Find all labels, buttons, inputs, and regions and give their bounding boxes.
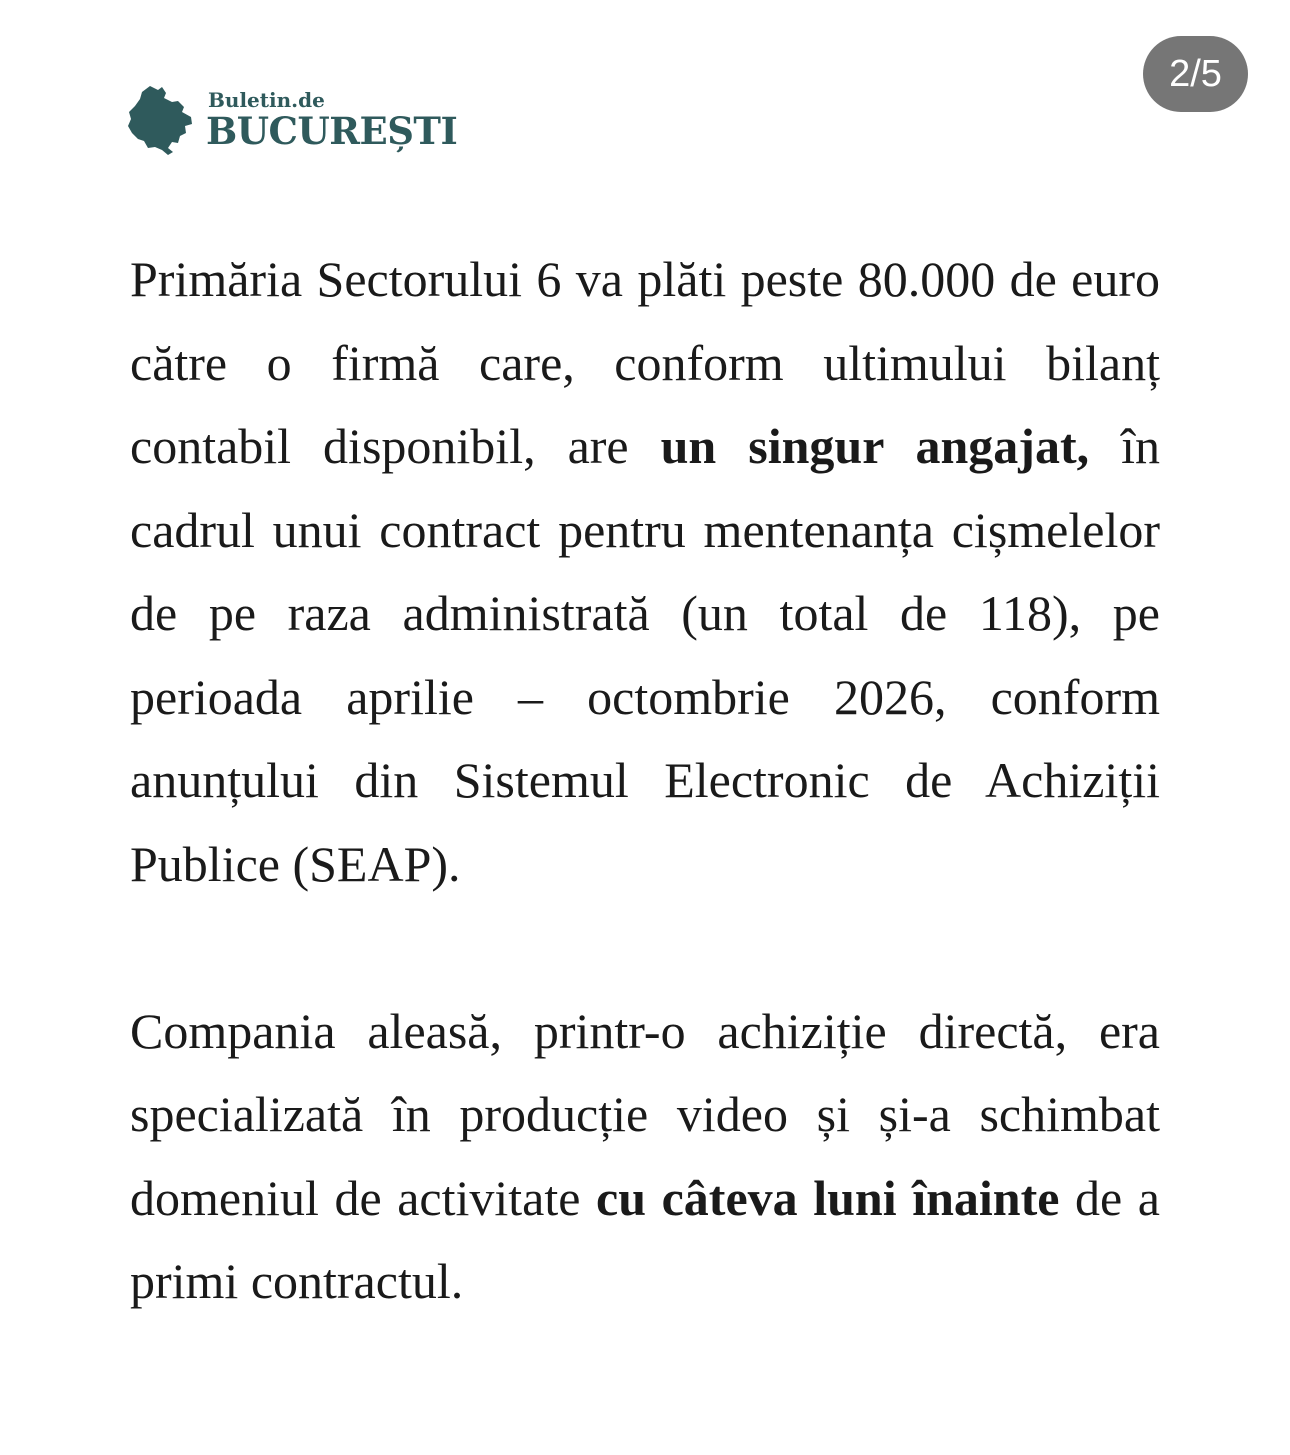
bucharest-map-icon xyxy=(128,84,194,156)
paragraph-2-bold-text: cu câteva luni înainte xyxy=(596,1169,1060,1226)
paragraph-1-text-end: în cadrul unui contract pentru mentenanța cișmelelor de pe raza administrată (un total de 118), pe perioada aprilie – octombrie 2026, conform anunțului din Sistemul Electronic de Achiziții Publice (SEAP). xyxy=(130,418,1160,892)
paragraph-1-bold-text: un singur angajat, xyxy=(660,418,1090,474)
logo-title: BUCUREȘTI xyxy=(206,109,458,153)
article-body xyxy=(130,238,1160,1324)
slide-counter-badge: 2/5 xyxy=(1143,36,1248,112)
article-paragraph-2 xyxy=(130,990,1160,1324)
site-logo[interactable] xyxy=(128,84,457,156)
paragraph-2-text-end: de a primi contractul. xyxy=(130,1169,1160,1309)
logo-subtitle: Buletin.de xyxy=(208,88,325,112)
paragraph-2-text-start: Compania aleasă, printr-o achiziție directă, era specializată în producție video și și-a schimbat domeniul de activitate xyxy=(130,1002,1160,1226)
article-paragraph-1 xyxy=(130,238,1160,906)
paragraph-1-text-start: Primăria Sectorului 6 va plăti peste 80.000 de euro către o firmă care, conform ultimului bilanț contabil disponibil, are xyxy=(130,251,1160,474)
